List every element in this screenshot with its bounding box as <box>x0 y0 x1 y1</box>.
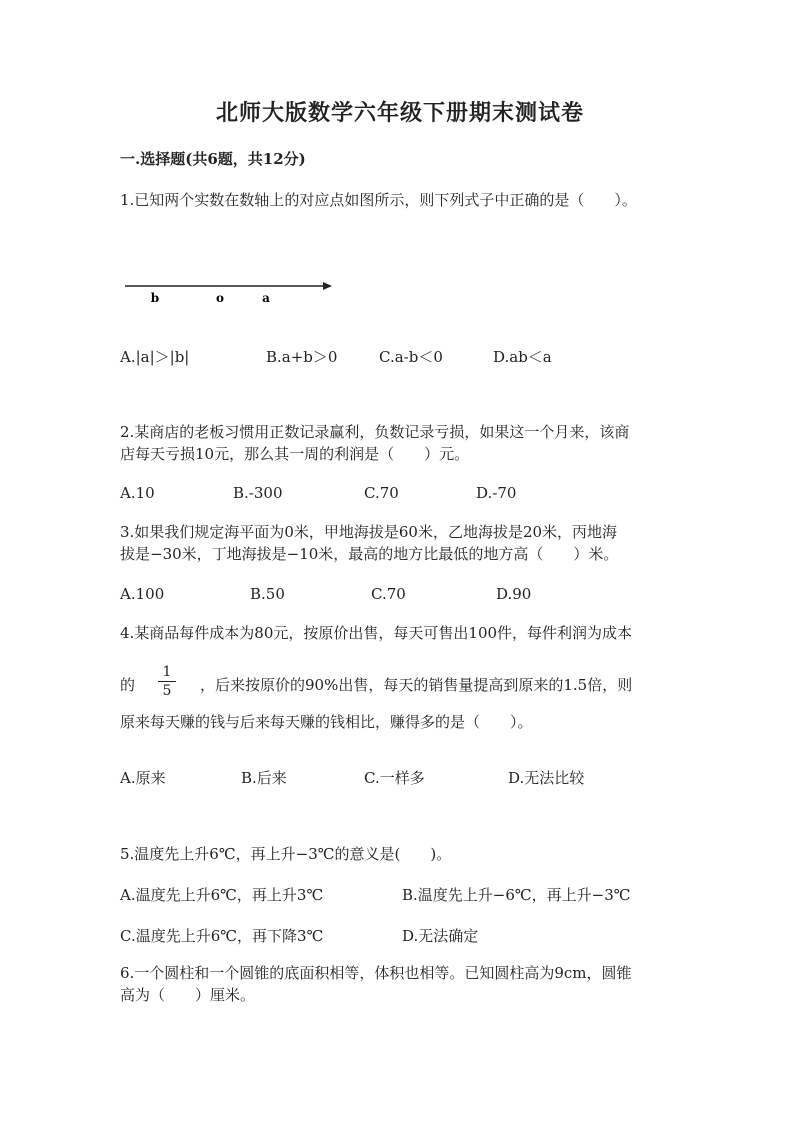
axis-label-o: o <box>215 291 225 305</box>
page-title: 北师大版数学六年级下册期末测试卷 <box>215 100 584 126</box>
q1-option-a[interactable]: A.|a|＞|b| <box>120 348 190 366</box>
question-4-line-2-suffix: ，后来按原价的90%出售，每天的销售量提高到原来的1.5倍，则 <box>200 676 633 694</box>
q3-option-c[interactable]: C.70 <box>371 585 406 603</box>
q2-option-d[interactable]: D.-70 <box>476 484 517 502</box>
question-6-line-2: 高为（ ）厘米。 <box>120 986 256 1004</box>
axis-label-a: a <box>262 291 270 305</box>
q4-option-d[interactable]: D.无法比较 <box>508 769 585 787</box>
question-4-line-3: 原来每天赚的钱与后来每天赚的钱相比，赚得多的是（ ）。 <box>120 713 533 731</box>
fraction-numerator: 1 <box>162 664 172 680</box>
fraction-denominator: 5 <box>162 683 172 699</box>
fraction-bar <box>158 681 176 682</box>
axis-label-b: b <box>150 291 160 305</box>
q2-option-a[interactable]: A.10 <box>120 484 155 502</box>
question-3-line-2: 拔是−30米，丁地海拔是−10米，最高的地方比最低的地方高（ ）米。 <box>120 545 619 563</box>
q5-option-c[interactable]: C.温度先上升6℃，再下降3℃ <box>120 927 324 945</box>
fraction-one-fifth <box>158 664 176 699</box>
question-3-line-1: 3.如果我们规定海平面为0米，甲地海拔是60米，乙地海拔是20米，丙地海 <box>120 523 618 541</box>
section-heading: 一.选择题(共6题，共12分) <box>120 150 306 168</box>
question-2-line-1: 2.某商店的老板习惯用正数记录赢利，负数记录亏损，如果这一个月来，该商 <box>120 423 630 441</box>
question-5-text: 5.温度先上升6℃，再上升−3℃的意义是( )。 <box>120 845 452 863</box>
q1-option-c[interactable]: C.a-b＜0 <box>379 348 443 366</box>
question-6-line-1: 6.一个圆柱和一个圆锥的底面积相等，体积也相等。已知圆柱高为9cm，圆锥 <box>120 964 632 982</box>
question-4-line-2-prefix: 的 <box>120 676 136 694</box>
q3-option-d[interactable]: D.90 <box>496 585 532 603</box>
q4-option-b[interactable]: B.后来 <box>241 769 287 787</box>
q3-option-b[interactable]: B.50 <box>250 585 285 603</box>
number-line-arrow <box>323 282 332 290</box>
q5-option-d[interactable]: D.无法确定 <box>402 927 479 945</box>
question-4-line-1: 4.某商品每件成本为80元，按原价出售，每天可售出100件，每件利润为成本 <box>120 624 633 642</box>
q2-option-b[interactable]: B.-300 <box>233 484 283 502</box>
question-1-text: 1.已知两个实数在数轴上的对应点如图所示，则下列式子中正确的是（ ）。 <box>120 191 637 209</box>
q4-option-c[interactable]: C.一样多 <box>364 769 425 787</box>
q3-option-a[interactable]: A.100 <box>120 585 165 603</box>
number-line-figure <box>120 276 340 308</box>
q1-option-d[interactable]: D.ab＜a <box>493 348 552 366</box>
q5-option-b[interactable]: B.温度先上升−6℃，再上升−3℃ <box>402 886 631 904</box>
q1-option-b[interactable]: B.a+b＞0 <box>266 348 338 366</box>
q4-option-a[interactable]: A.原来 <box>120 769 166 787</box>
q2-option-c[interactable]: C.70 <box>364 484 399 502</box>
question-2-line-2: 店每天亏损10元，那么其一周的利润是（ ）元。 <box>120 445 470 463</box>
q5-option-a[interactable]: A.温度先上升6℃，再上升3℃ <box>120 886 324 904</box>
